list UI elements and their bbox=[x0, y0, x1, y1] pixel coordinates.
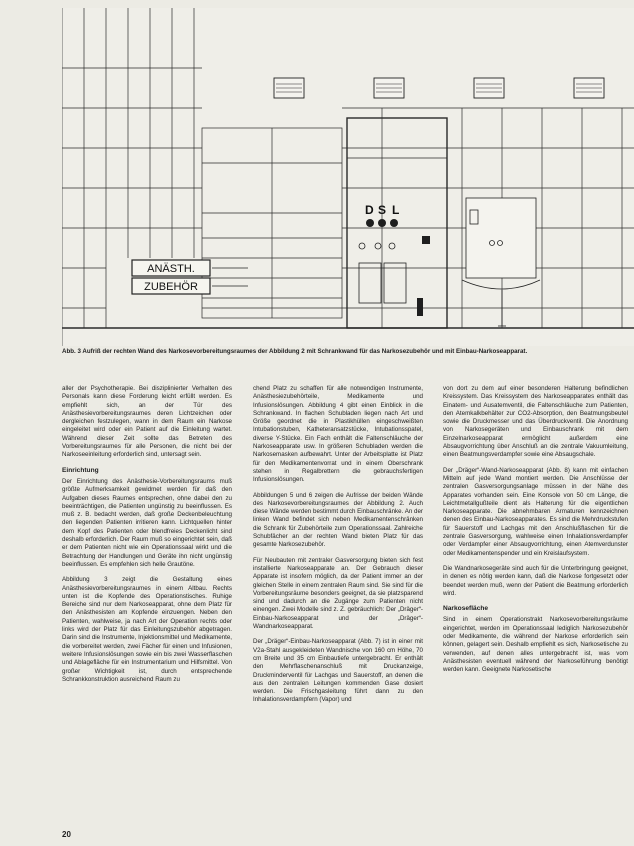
paragraph: Der „Dräger“-Wand-Narkoseapparat (Abb. 8) kann mit einfachen Mitteln auf jede Wand montiert werden. Die Anschlüsse der zentralen Gasversorgungsanlage müssen in der Nähe des Apparates vorhanden sein. Eine Konsole von 50 cm Länge, die Leichtmetallgußteile dient als Halterung für die eigentlichen Narkoseapparate. Die abnehmbaren Armaturen kennzeichnen denen des Einbau-Narkoseapparates. Es sind die Mehrdruckstufen für Sauerstoff und Lachgas mit den Anschlußflaschen für die zentrale Gasversorgung, wahlweise einen Inhalationsverdampfer oder Verdampfer einer Absaugvorrichtung, einen Atemverdunster oder Medikamentenspender und ein Kreislaufsystem. bbox=[443, 466, 628, 557]
label-zubehoer: ZUBEHÖR bbox=[144, 281, 198, 293]
paragraph: Für Neubauten mit zentraler Gasversorgung bieten sich fest installierte Narkoseapparate an. Der Gebrauch dieser Apparate ist insofern möglich, da der Patient immer an der gleichen Stelle in einem zentralen Raum sind. Sie sind für die Vorbereitungsräume besonders geeignet, da sie platzsparend sind und dadurch an die Zugänge zum Patienten nicht einengen. Zwei Modelle sind z. Z. gebräuchlich: Der „Dräger“-Einbau-Narkoseapparat und der „Dräger“-Wandnarkoseapparat. bbox=[253, 556, 423, 631]
text-column-3 bbox=[443, 385, 628, 840]
text-column-1 bbox=[62, 385, 232, 840]
paragraph: Abbildung 3 zeigt die Gestaltung eines Anästhesievorbereitungsraumes in einem Altbau. Rechts unten ist die Kopfende des Operationstisches. Ruhige Bereiche sind nur dem Narkoseapparat, ohne dem Platz für den Anästhesisten am Kopfende einzuengen. Neben den Patienten, wahlweise, ja nach Art der Operation rechts oder links wird der Platz für das Einleitungszubehör abgetragen. Darin sind die Instrumente, Injektionsmittel und Medikamente, die vorbereitet werden, zwei Fächer für einen und Infusionen, weitere Infusionslösungen sowie ein bis zwei Wasserflaschen und Ablagefläche für ein Instrumentarium und Hilfsmittel. Von großer Wichtigkeit ist, durch entsprechende Schrankkonstruktion ausreichend Raum zu bbox=[62, 576, 232, 683]
page-number: 20 bbox=[62, 830, 71, 839]
paragraph: Sind in einem Operationstrakt Narkosevorbereitungsräume eingerichtet, werden im Operationssaal lediglich Narkosezubehör oder Medikamente, die während der Narkose erforderlich sein können, gelagert sein. Deshalb empfiehlt es sich, Narkosetische zu verwenden, auf denen alles untergebracht ist, was vom Anästhesisten eventuell während der Narkoseführung benötigt werden kann. Geeignete Narkosetische bbox=[443, 616, 628, 674]
section-heading: Narkosefläche bbox=[443, 605, 489, 613]
paragraph: Abbildungen 5 und 6 zeigen die Aufrisse der beiden Wände des Narkosevorbereitungsraumes der Abbildung 2. Auch diese Wände werden bestimmt durch Einbauschränke. An der linken Wand befindet sich neben Medikamentenschränken die Schrank für Zubehörteile zum Operationssaal. Zahlreiche Schubfächer an der rechten Wand bieten Platz für das gesamte Narkosezubehör. bbox=[253, 491, 423, 549]
paragraph: chend Platz zu schaffen für alle notwendigen Instrumente, Anästhesiezubehörteile, Medikamente und Infusionslösungen. Abbildung 4 gibt einen Einblick in die Schrankwand. In flachen Schubladen liegen nach Art und Größe geordnet die in Plastikhüllen eingeschweißten Intubationstuben, Katheteransatzstücke, Intubationsspatel, diverse Y-Stücke. Ein Fach enthält die Faltenschläuche der Narkoseapparate usw. In größeren Schubladen werden die Narkosemasken aufbewahrt. Unter der Arbeitsplatte ist Platz für den Medikamentenvorrat und in einem Oberschrank stehen in Regalbrettern die gebrauchsfertigen Infusionslösungen. bbox=[253, 385, 423, 484]
paragraph: Der Einrichtung des Anästhesie-Vorbereitungsraums muß größte Aufmerksamkeit gewidmet werden für daß den Aufgaben dieses Raumes entsprechen, ohne dabei den zu beeinträchtigen, die Patienten ungünstig zu beeinflussen. Es muß z. B. bedacht werden, daß große Deckenbeleuchtung den liegenden Patienten irritieren kann. Lichtquellen hinter dem Kopf des Patienten oder blendfreies Deckenlicht sind deshalb erforderlich. Der Raum muß so eingerichtet sein, daß er dem Patienten nicht wie ein Operationssaal wirkt und die Betrachtung der Handlungen und Geräte ihn nicht ungünstig beeinflussen. Es empfehlen sich helle Grautöne. bbox=[62, 477, 232, 568]
label-l: L bbox=[392, 203, 400, 217]
label-anaesth: ANÄSTH. bbox=[147, 263, 195, 275]
paragraph: Der „Dräger“-Einbau-Narkoseapparat (Abb. 7) ist in einer mit V2a-Stahl ausgekleideten Wandnische von 160 cm Höhe, 70 cm Breite und 35 cm Einbautiefe untergebracht. Er enthält den Mehrflaschenanschluß mit Druckanzeige, Druckminderventil für Lachgas und Sauerstoff, an denen die aus den zentralen Leitungen kommenden Gase dosiert werden. Die Frischgasleitung führt dann zu den Inhalationsverdampfern (Vapor) und bbox=[253, 638, 423, 704]
paragraph: Die Wandnarkosegeräte sind auch für die Unterbringung geeignet, in denen es nötig werden kann, daß die Narkose fortgesetzt oder beendet werden muß, wenn der Patient die Beatmung erforderlich wird. bbox=[443, 564, 628, 597]
section-heading: Einrichtung bbox=[62, 466, 99, 474]
label-s: S bbox=[378, 203, 387, 217]
figure-wall-elevation bbox=[62, 8, 634, 346]
paragraph: von dort zu dem auf einer besonderen Halterung befindlichen Kreissystem. Das Kreissystem des Narkoseapparates enthält das Einatem- und Ausatemventil, die Faltenschläuche zum Patienten, den Atemkalkbehälter zur CO2-Absorption, den Beatmungsbeutel sowie die Druckmesser und das Überdruckventil. Die Anordnung von Narkosegeräten und Einbauschrank mit dem Einzelnarkoseapparat ermöglicht außerdem eine Absaugvorrichtung über Anschluß an die zentrale Vakuumleitung, einen Beatmungsverdampfer sowie eine Absaugschale. bbox=[443, 385, 628, 459]
label-d: D bbox=[365, 203, 374, 217]
paragraph: aller der Psychotherapie. Bei disziplinierter Verhalten des Personals kann diese Forderung leicht erfüllt werden. Es empfiehlt sich, an der Tür des Anästhesievorbereitungsraumes deren Lichtzeichen oder dergleichen festzulegen, wann in dem Raum ein Narkose eingeleitet wird oder ein Patient auf die Einleitung wartet. Während dieser Zeit sollte das Betreten des Vorbereitungsraumes für alle Personen, die nicht bei der Narkoseeinleitung erforderlich sind, untersagt sein. bbox=[62, 385, 232, 459]
text-column-2 bbox=[253, 385, 423, 840]
figure-caption: Abb. 3 Aufriß der rechten Wand des Narkosevorbereitungsraumes der Abbildung 2 mit Schrankwand für das Narkosezubehör und mit Einbau-Narkoseapparat. bbox=[62, 348, 528, 355]
